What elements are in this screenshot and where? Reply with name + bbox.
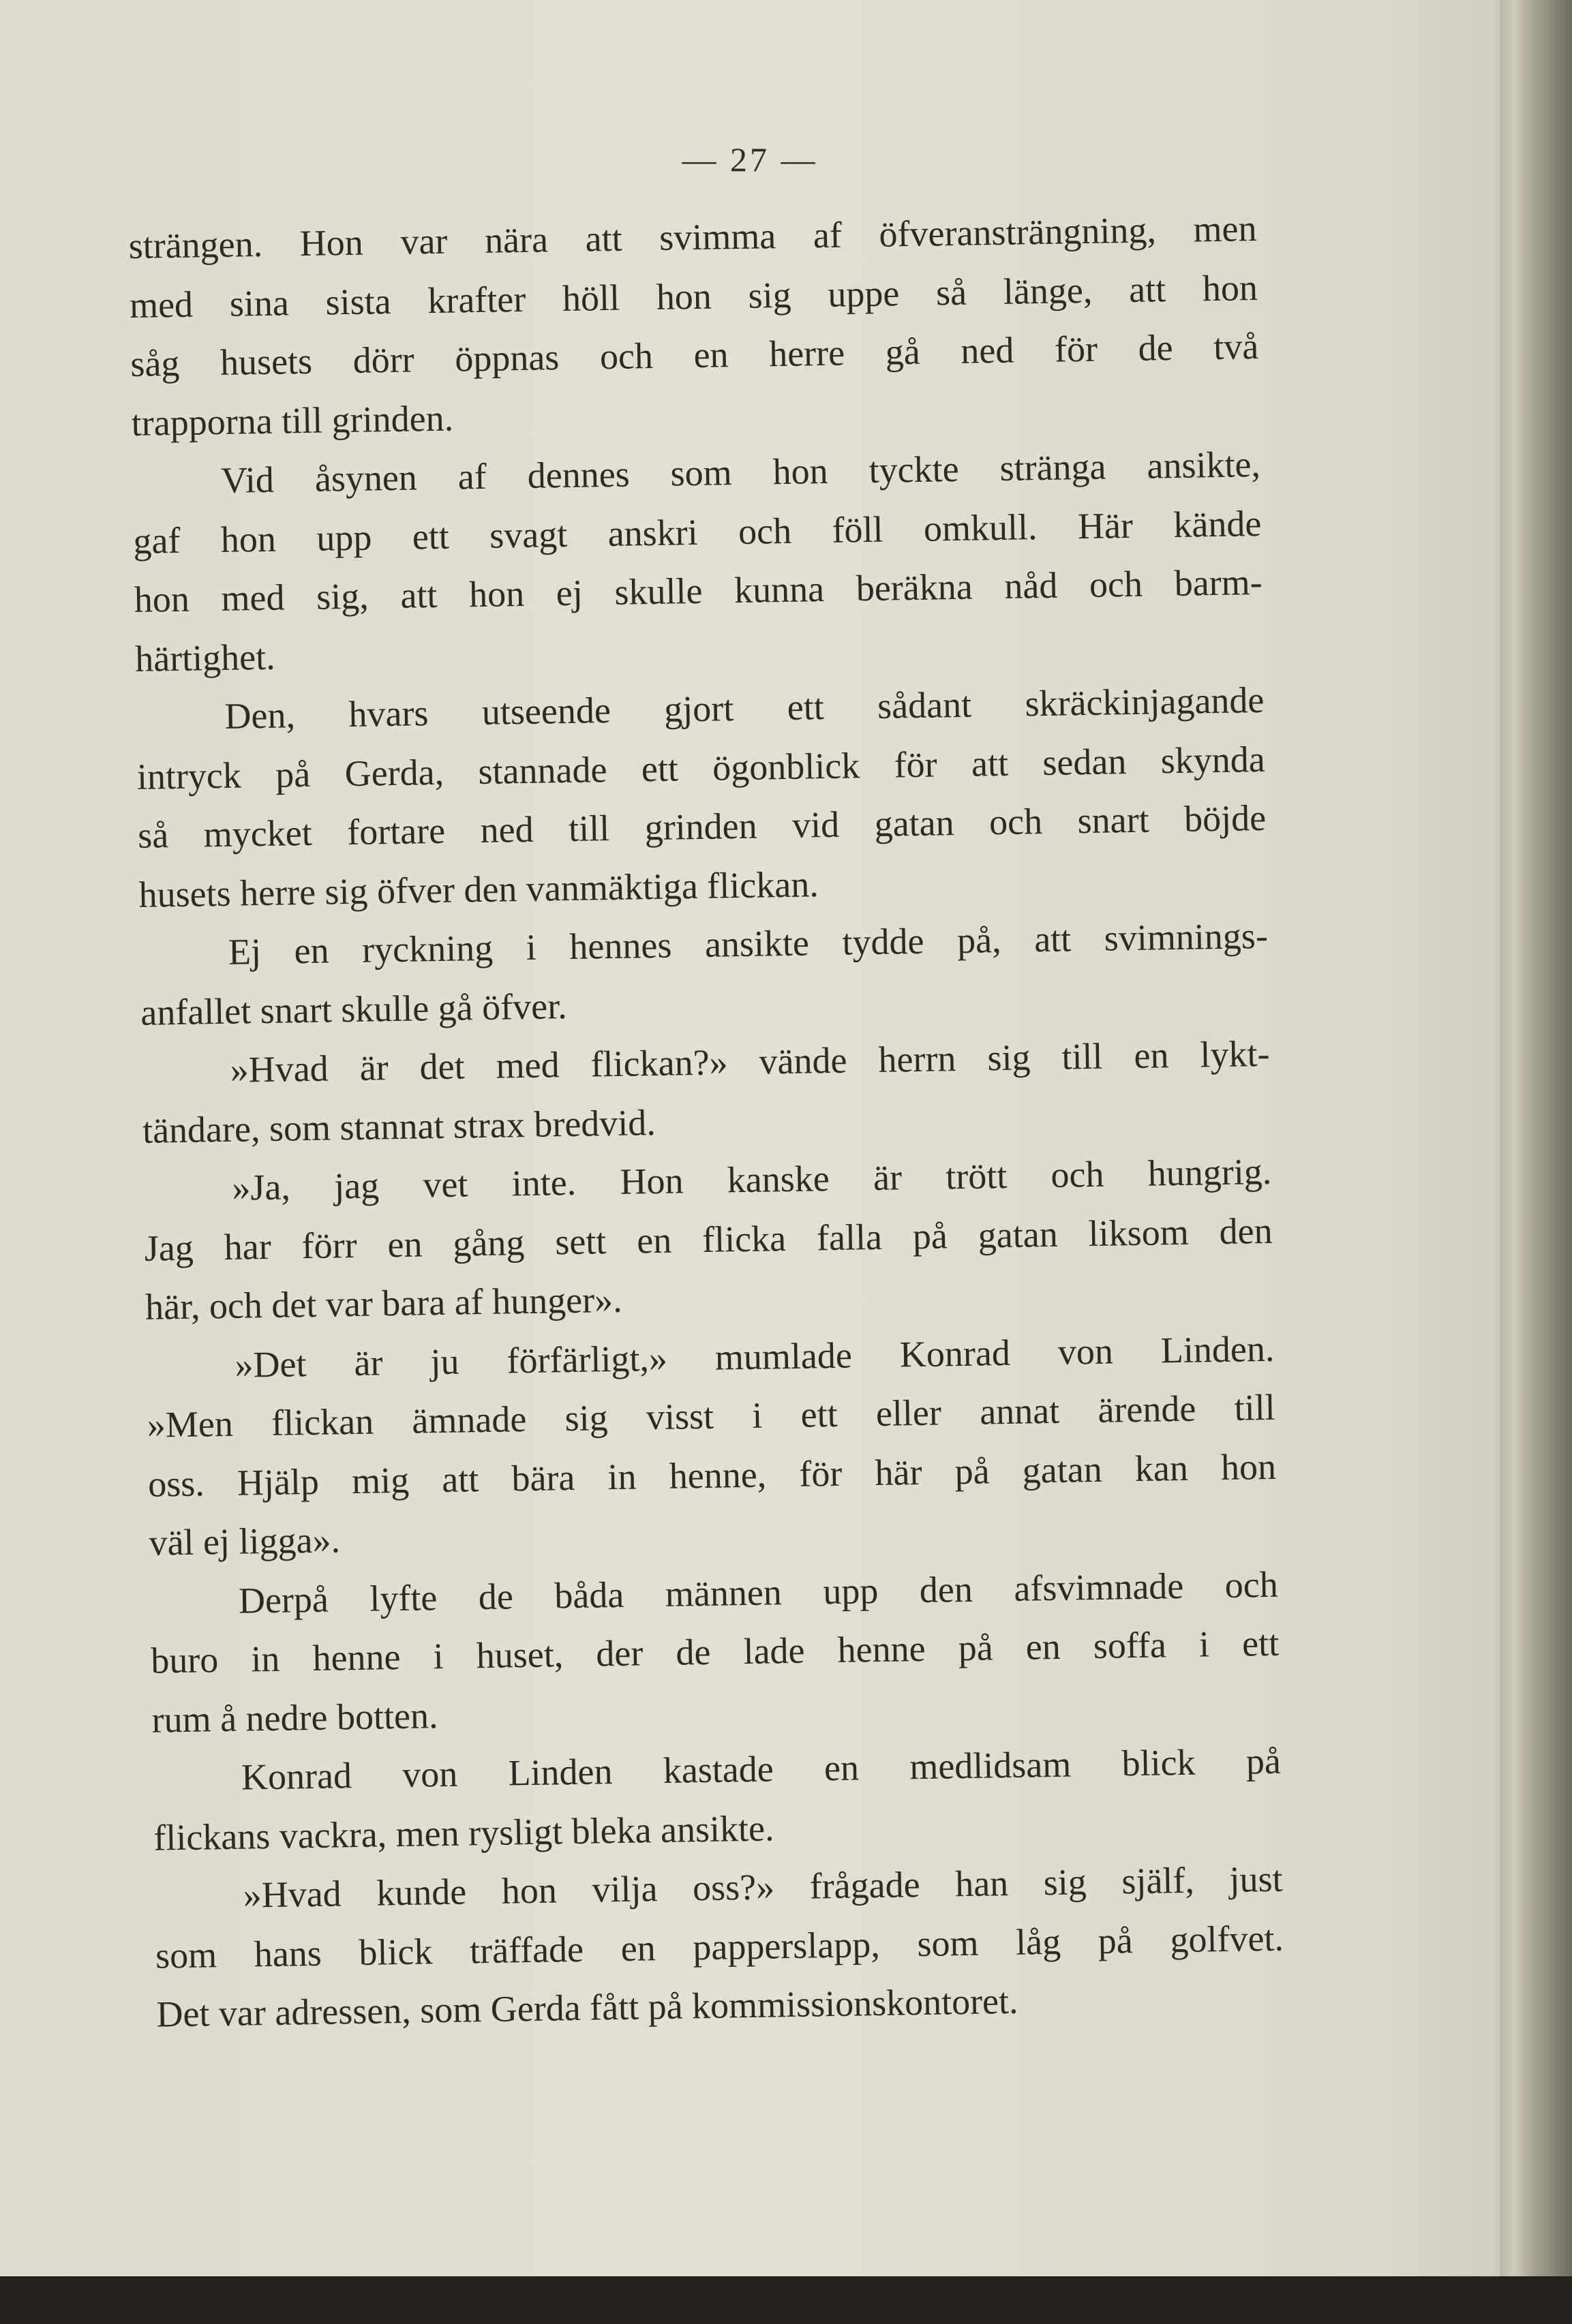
text-line: anfallet snart skulle gå öfver.	[140, 985, 568, 1033]
text-line: Konrad von Linden kastade en medlidsam blick på	[241, 1740, 1282, 1798]
text-line: Den, hvars utseende gjort ett sådant skräckinjagande	[224, 679, 1265, 737]
text-line: väl ej ligga».	[149, 1519, 341, 1563]
text-line: Ej en ryckning i hennes ansikte tydde på, att svimnings-	[228, 915, 1269, 973]
text-line: strängen. Hon var nära att svimma af öfveransträngning, men	[128, 208, 1257, 266]
scan-border	[0, 2276, 1572, 2324]
text-line: »Men flickan ämnade sig visst i ett eller annat ärende till	[147, 1386, 1276, 1446]
text-line: »Det är ju förfärligt,» mumlade Konrad von Linden.	[235, 1328, 1275, 1386]
body-text	[128, 199, 1285, 2044]
book-binding-edge	[1500, 0, 1572, 2276]
text-line: Vid åsynen af dennes som hon tyckte stränga ansikte,	[220, 443, 1261, 501]
text-line: trapporna till grinden.	[131, 397, 454, 444]
text-line: oss. Hjälp mig att bära in henne, för här på gatan kan hon	[147, 1446, 1277, 1505]
text-line: som hans blick träffade en papperslapp, som låg på golfvet.	[155, 1917, 1284, 1976]
text-line: »Hvad kunde hon vilja oss?» frågade han sig själf, just	[243, 1858, 1283, 1916]
text-line: här, och det var bara af hunger».	[145, 1279, 623, 1328]
text-line: Jag har förr en gång sett en flicka falla på gatan liksom den	[144, 1210, 1273, 1269]
text-line: tändare, som stannat strax bredvid.	[142, 1101, 656, 1151]
text-line: rum å nedre botten.	[151, 1694, 438, 1741]
text-line: så mycket fortare ned till grinden vid gatan och snart böjde	[137, 797, 1267, 856]
text-line: »Hvad är det med flickan?» vände herrn sig till en lykt-	[230, 1033, 1270, 1090]
text-line: Derpå lyfte de båda männen upp den afsvimnade och	[238, 1563, 1279, 1621]
text-line: intryck på Gerda, stannade ett ögonblick för att sedan skynda	[136, 738, 1266, 797]
text-line: gaf hon upp ett svagt anskri och föll omkull. Här kände	[132, 502, 1262, 562]
text-line: hon med sig, att hon ej skulle kunna beräkna nåd och barm-	[134, 561, 1263, 620]
page-number: — 27 —	[682, 140, 818, 179]
text-line: husets herre sig öfver den vanmäktiga flickan.	[138, 863, 819, 915]
text-line: härtighet.	[134, 636, 276, 679]
text-line: »Ja, jag vet inte. Hon kanske är trött och hungrig.	[231, 1150, 1272, 1208]
text-line: med sina sista krafter höll hon sig uppe så länge, att hon	[129, 266, 1258, 326]
text-line: såg husets dörr öppnas och en herre gå ned för de två	[130, 325, 1259, 384]
text-line: buro in henne i huset, der de lade henne på en soffa i ett	[150, 1622, 1280, 1681]
text-line: flickans vackra, men rysligt bleka ansikte.	[153, 1807, 774, 1859]
text-line: Det var adressen, som Gerda fått på kommissionskontoret.	[155, 1980, 1018, 2035]
